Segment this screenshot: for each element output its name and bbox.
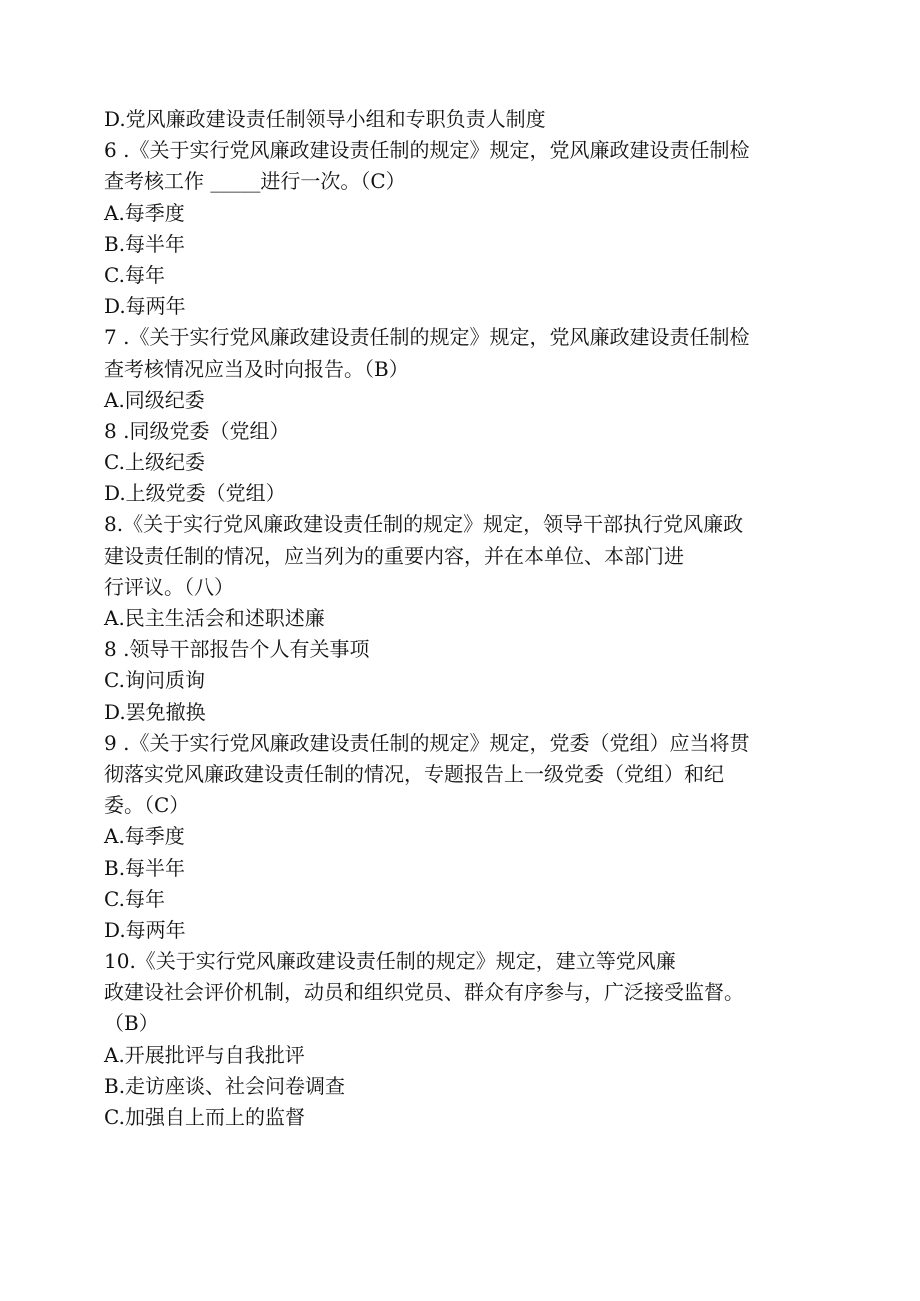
- question-10-line-3: （B）: [104, 1011, 159, 1036]
- question-9-line-1: 9 .《关于实行党风廉政建设责任制的规定》规定，党委（党组）应当将贯: [104, 730, 750, 755]
- option-line: D.每两年: [104, 294, 186, 319]
- text-line: D.党风廉政建设责任制领导小组和专职负责人制度: [104, 107, 546, 131]
- document-page: [104, 104, 824, 1133]
- option-line: A.每季度: [104, 824, 185, 849]
- question-8-line-3: 行评议。（八）: [104, 574, 234, 599]
- option-line: B.每半年: [104, 855, 186, 880]
- option-line: D.上级党委（党组）: [104, 481, 286, 506]
- option-line: A.每季度: [104, 200, 185, 225]
- option-line: A.民主生活会和述职述廉: [104, 606, 325, 630]
- option-line: D.每两年: [104, 917, 186, 942]
- question-9-line-2: 彻落实党风廉政建设责任制的情况，专题报告上一级党委（党组）和纪: [104, 761, 724, 786]
- option-line: A.开展批评与自我批评: [104, 1042, 305, 1067]
- option-line: D.罢免撤换: [104, 699, 206, 724]
- option-line: C.加强自上而上的监督: [104, 1105, 305, 1129]
- question-10-line-2: 政建设社会评价机制，动员和组织党员、群众有序参与，广泛接受监督。: [104, 980, 744, 1005]
- option-line: 8 .同级党委（党组）: [104, 418, 290, 443]
- option-line: B.每半年: [104, 231, 186, 256]
- option-line: B.走访座谈、社会问卷调查: [104, 1073, 346, 1098]
- option-line: C.每年: [104, 886, 165, 911]
- question-7-line-2: 查考核情况应当及时向报告。（B）: [104, 356, 409, 381]
- option-line: C.询问质询: [104, 668, 205, 693]
- option-line: C.上级纪委: [104, 450, 205, 475]
- question-7-line-1: 7 .《关于实行党风廉政建设责任制的规定》规定，党风廉政建设责任制检: [104, 325, 750, 350]
- question-9-line-3: 委。（C）: [104, 793, 190, 818]
- question-6-line-1: 6 .《关于实行党风廉政建设责任制的规定》规定，党风廉政建设责任制检: [104, 138, 750, 163]
- question-6-line-2: 查考核工作 _____进行一次。（C）: [104, 169, 406, 194]
- option-line: C.每年: [104, 262, 165, 287]
- question-8-line-1: 8.《关于实行党风廉政建设责任制的规定》规定，领导干部执行党风廉政: [104, 512, 744, 537]
- question-10-line-1: 10.《关于实行党风廉政建设责任制的规定》规定，建立等党风廉: [104, 949, 676, 974]
- option-line: A.同级纪委: [104, 387, 205, 412]
- option-line: 8 .领导干部报告个人有关事项: [104, 637, 370, 662]
- question-8-line-2: 建设责任制的情况，应当列为的重要内容，并在本单位、本部门进: [104, 543, 684, 568]
